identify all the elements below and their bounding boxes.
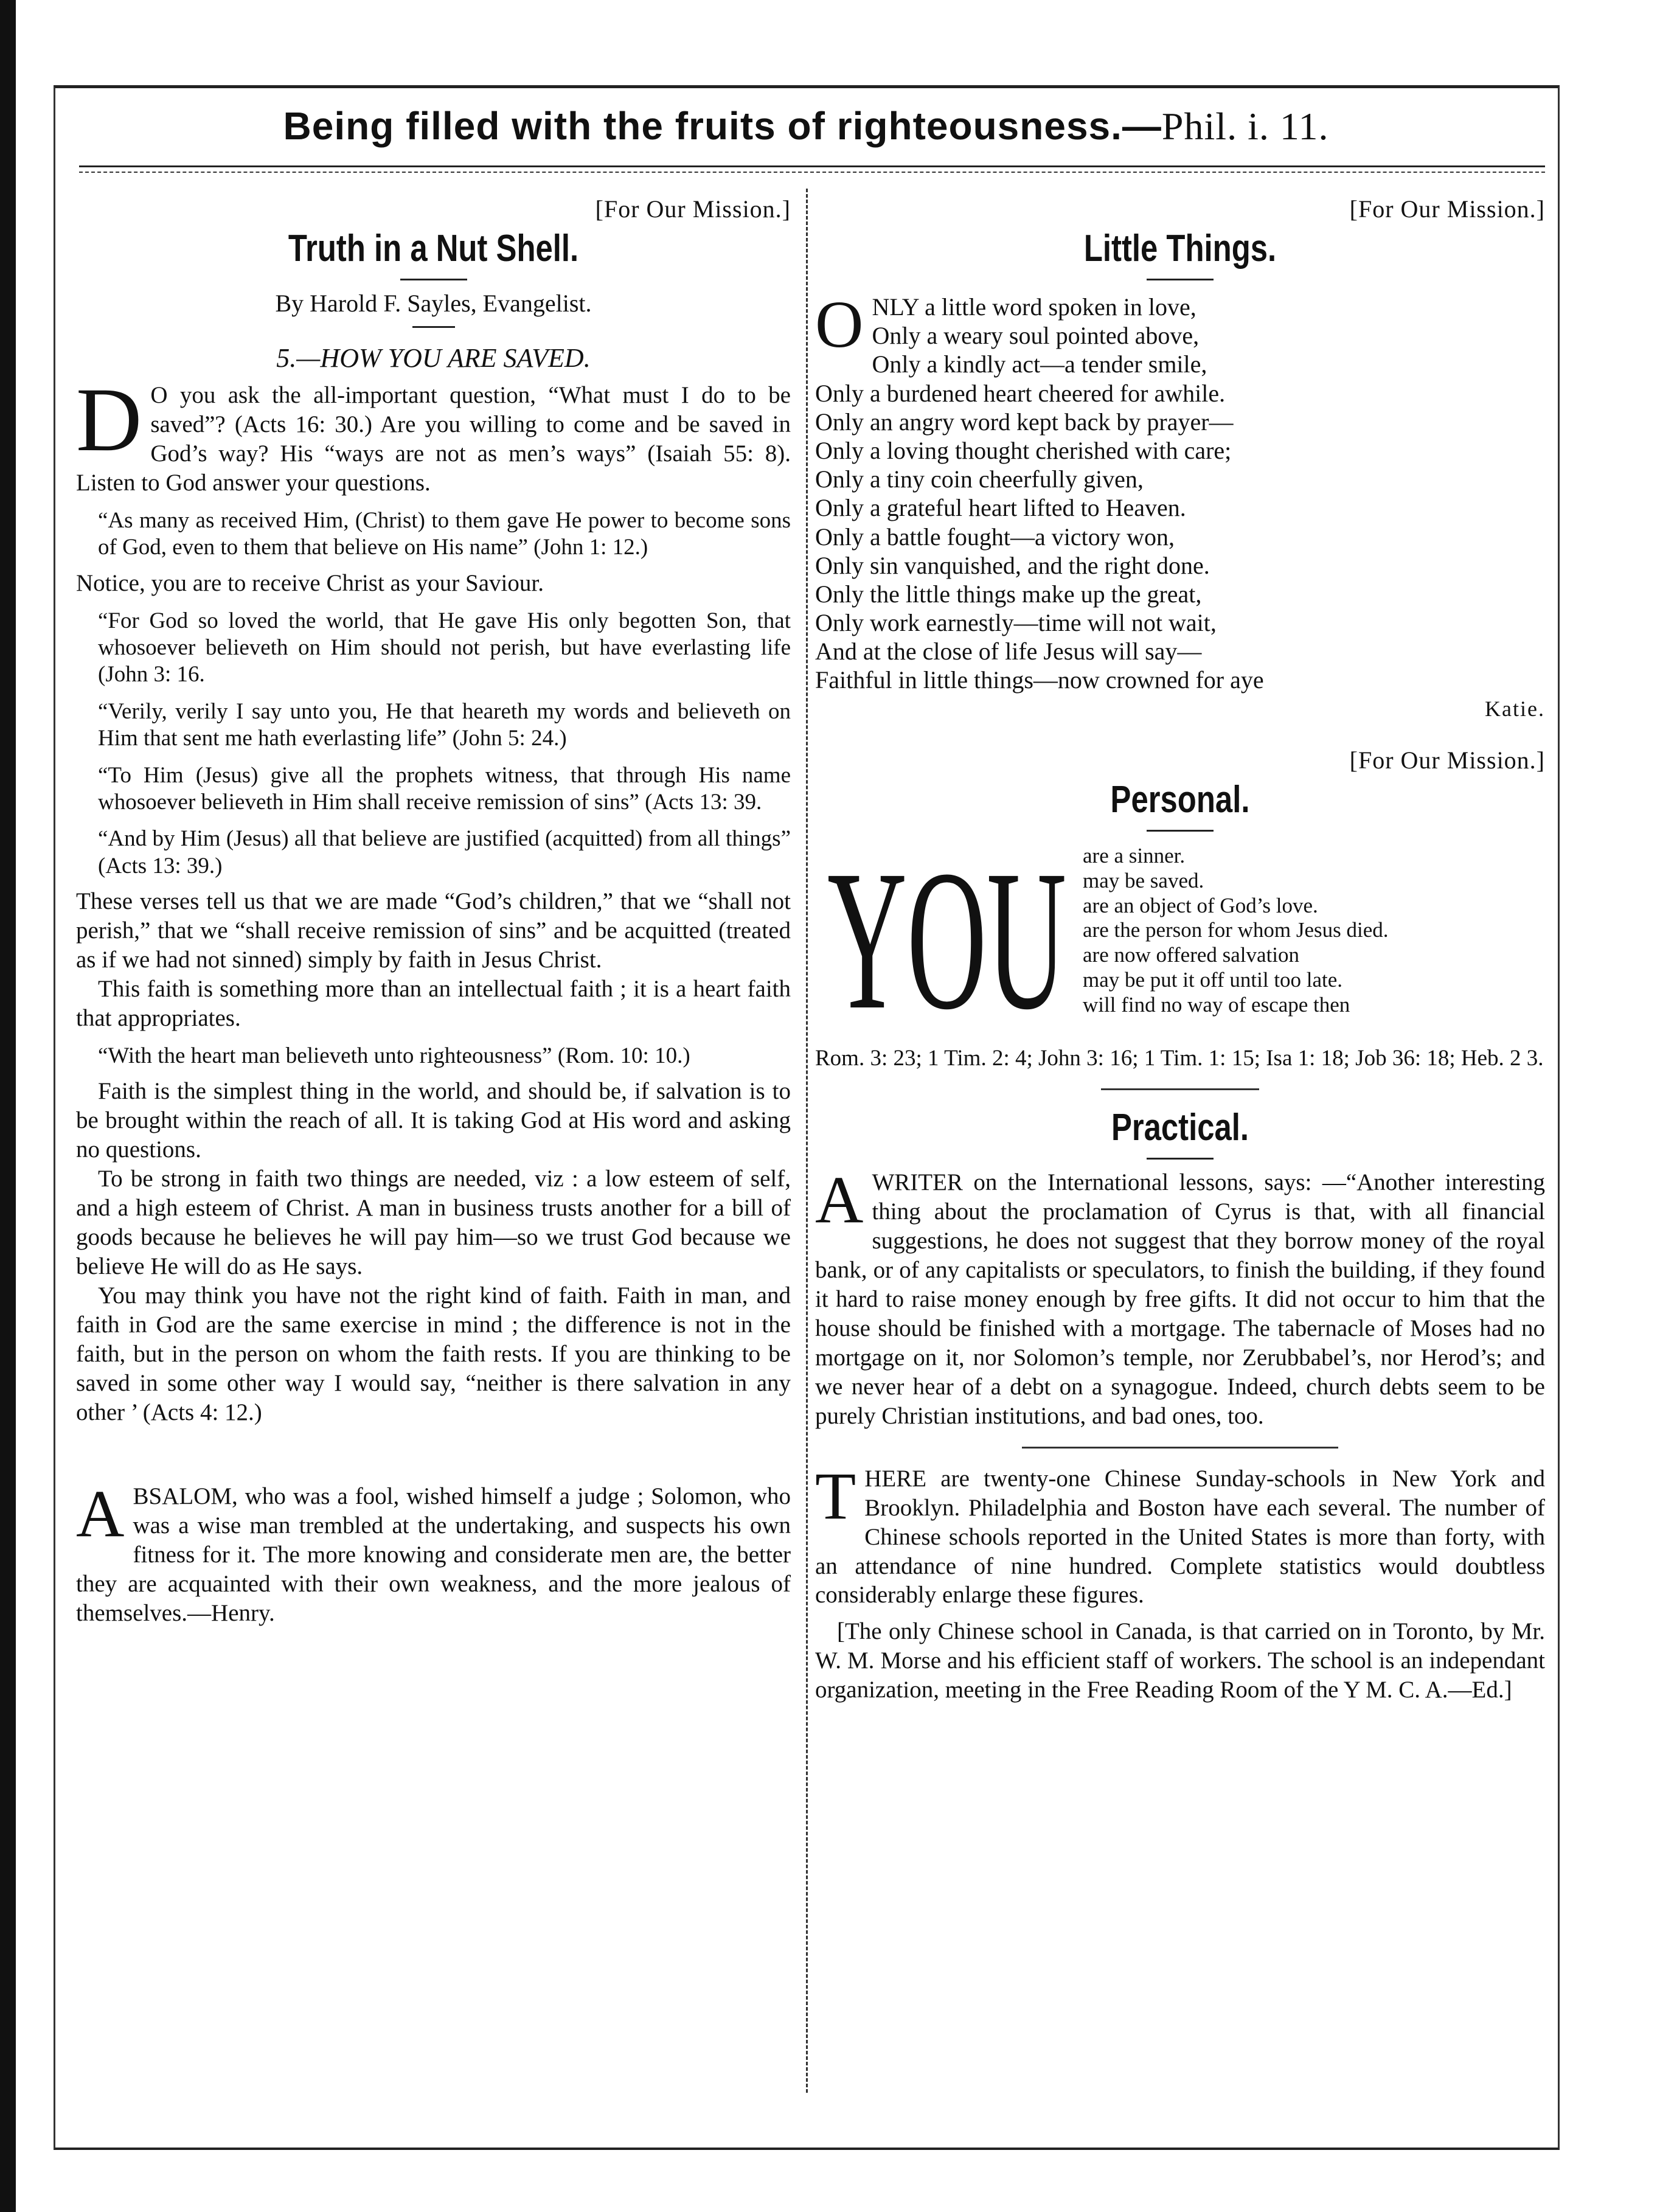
drop-cap: O [815, 287, 864, 361]
article-little-things [815, 195, 1545, 722]
editor-note: [The only Chinese school in Canada, is that carried on in Toronto, by Mr. W. M. Morse and his efficient staff of workers. The school is an independant organization, meeting in the Free Reading Room of the Y M. C. A.—Ed.] [815, 1618, 1545, 1703]
right-column [815, 195, 1545, 1705]
quote-john-5-24: “Verily, verily I say unto you, He that heareth my words and believeth on Him that sent me hath everlasting life” (John 5: 24.) [98, 698, 791, 751]
quote-rom-10-10: “With the heart man believeth unto righteousness” (Rom. 10: 10.) [98, 1043, 690, 1068]
article-title: Truth in a Nut Shell. [288, 228, 579, 270]
section-heading: 5.—HOW YOU ARE SAVED. [276, 343, 591, 373]
quote-acts-10-43: “To Him (Jesus) give all the prophets witness, that through His name whosoever believeth in Him shall receive remission of sins” (Acts 13: 39. [98, 762, 791, 815]
you-block [815, 829, 1545, 1051]
poem-line: Only a kindly act—a tender smile, [872, 350, 1207, 378]
poem-line: Only a tiny coin cheerfully given, [815, 465, 1144, 493]
poem-line: Only a loving thought cherished with care; [815, 436, 1232, 464]
article-chinese-schools [815, 1458, 1545, 1705]
poem-line: Only a battle fought—a victory won, [815, 523, 1175, 551]
paragraph-strong-faith: To be strong in faith two things are needed, viz : a low esteem of self, and a high esteem of Christ. A man in business trusts another for a bill of goods because he believes he will pay him—so we trust God because we believe He will do as He says. [76, 1166, 791, 1280]
you-line: will find no way of escape then [1083, 993, 1350, 1017]
you-line: may be saved. [1083, 868, 1204, 892]
you-line: are now offered salvation [1083, 943, 1300, 967]
article-title: Practical. [1111, 1106, 1249, 1149]
intro-paragraph: O you ask the all-important question, “What must I do to be saved”? (Acts 16: 30.) Are you willing to come and be saved in God’s way? His “ways are not as men’s ways” (Isaiah 55: 8). Listen to God answer your questions. [76, 382, 791, 496]
scripture-references: Rom. 3: 23; 1 Tim. 2: 4; John 3: 16; 1 Tim. 1: 15; Isa 1: 18; Job 36: 18; Heb. 2 3. [815, 1045, 1544, 1071]
byline: By Harold F. Sayles, Evangelist. [275, 290, 592, 317]
you-line: are an object of God’s love. [1083, 893, 1318, 917]
article-truth [76, 195, 791, 1427]
paragraph-children: These verses tell us that we are made “God’s children,” that we “shall not perish,” that we “shall receive remission of sins” and be acquitted (treated as if we had not sinned) simply by faith in Jesus Christ. [76, 888, 791, 973]
article-personal [815, 746, 1545, 1073]
quote-john-1-12: “As many as received Him, (Christ) to them gave He power to become sons of God, even to them that believe on His name” (John 1: 12.) [98, 507, 791, 560]
kicker: [For Our Mission.] [1349, 195, 1545, 223]
article-absalom [76, 1476, 791, 1628]
article-title: Personal. [1110, 778, 1250, 821]
absalom-paragraph: BSALOM, who was a fool, wished himself a judge ; Solomon, who was a wise man trembled at the undertaking, and suspects his own fitness for it. The more knowing and considerate men are, the better they are acquainted with their own weakness, and the more jealous of themselves.—Henry. [76, 1483, 791, 1626]
paragraph-heart-faith: This faith is something more than an intellectual faith ; it is a heart faith that appropriates. [76, 976, 791, 1032]
poem-line: And at the close of life Jesus will say— [815, 638, 1202, 666]
masthead-reference: Phil. i. 11. [1161, 105, 1329, 148]
scan-edge [0, 0, 16, 2212]
quote-acts-13-39: “And by Him (Jesus) all that believe are justified (acquitted) from all things” (Acts 13: 39.) [98, 826, 791, 878]
practical-paragraph: WRITER on the International lessons, says: —“Another interesting thing about the proclamation of Cyrus is that, with all financial suggestions, he does not suggest that they borrow money of the royal bank, or of any capitalists or speculators, to finish the building, if they found it hard to raise money enough by free gifts. It did not occur to him that the house should be finished with a mortgage. The tabernacle of Moses had no mortgage on it, nor Solomon’s temple, nor Zerubbabel’s, nor Herod’s; and we never hear of a debt on a synagogue. Indeed, church debts seem to be purely Christian institutions, and bad ones, too. [815, 1169, 1545, 1429]
masthead-text: Being filled with the fruits of righteousness.— [283, 104, 1162, 148]
poem [815, 287, 1545, 695]
author-signature: Katie. [1485, 696, 1545, 721]
chinese-paragraph: HERE are twenty-one Chinese Sunday-schools in New York and Brooklyn. Philadelphia and Boston have each several. The number of Chinese schools reported in the United States is more than forty, with an attendance of nine hundred. Complete statistics would doubtless considerably enlarge these figures. [815, 1465, 1545, 1609]
paragraph-simplest: Faith is the simplest thing in the world, and should be, if salvation is to be brought within the reach of all. It is taking God at His word and asking no questions. [76, 1078, 791, 1163]
poem-line: Only a grateful heart lifted to Heaven. [815, 494, 1186, 522]
title-rule [400, 279, 467, 280]
poem-line: Only the little things make up the great, [815, 580, 1202, 608]
you-lines [1083, 844, 1389, 1018]
poem-line: Faithful in little things—now crowned for aye [815, 666, 1264, 694]
paragraph-right-kind: You may think you have not the right kind of faith. Faith in man, and faith in God are the same exercise in mind ; the difference is not in the faith, but in the person on whom the faith rests. If you are thinking to be saved in some other way I would say, “neither is there salvation in any other ’ (Acts 4: 12.) [76, 1282, 791, 1426]
you-line: may be put it off until too late. [1083, 968, 1343, 992]
poem-line: Only an angry word kept back by prayer— [815, 408, 1234, 436]
poem-line: Only a burdened heart cheered for awhile. [815, 379, 1226, 407]
left-column [76, 195, 791, 1628]
you-large-word: YOU [827, 829, 1067, 1051]
kicker: [For Our Mission.] [1349, 746, 1545, 774]
masthead-rule [79, 165, 1545, 167]
drop-cap: A [815, 1162, 864, 1237]
poem-line: NLY a little word spoken in love, [872, 293, 1196, 321]
title-rule [1147, 279, 1214, 280]
notice-paragraph: Notice, you are to receive Christ as your Saviour. [76, 569, 544, 596]
you-line: are a sinner. [1083, 843, 1186, 868]
kicker: [For Our Mission.] [595, 195, 791, 223]
poem-line: Only work earnestly—time will not wait, [815, 609, 1217, 637]
masthead-rule-dashed [79, 172, 1545, 173]
poem-line: Only sin vanquished, and the right done. [815, 551, 1210, 579]
drop-cap: D [76, 369, 142, 470]
you-line: are the person for whom Jesus died. [1083, 918, 1389, 942]
section-separator [1101, 1088, 1259, 1090]
article-practical [815, 1106, 1545, 1431]
drop-cap: T [815, 1458, 856, 1533]
section-separator [1022, 1447, 1338, 1449]
article-title: Little Things. [1083, 228, 1277, 270]
drop-cap: A [76, 1476, 125, 1551]
byline-rule [412, 326, 455, 328]
title-rule [1147, 1158, 1214, 1160]
masthead [61, 103, 1551, 149]
poem-line: Only a weary soul pointed above, [872, 322, 1200, 350]
quote-john-3-16: “For God so loved the world, that He gave His only begotten Son, that whosoever believeth on Him should not perish, but have everlasting life (John 3: 16. [98, 608, 791, 687]
title-rule [1147, 830, 1214, 832]
column-divider [806, 189, 808, 2093]
